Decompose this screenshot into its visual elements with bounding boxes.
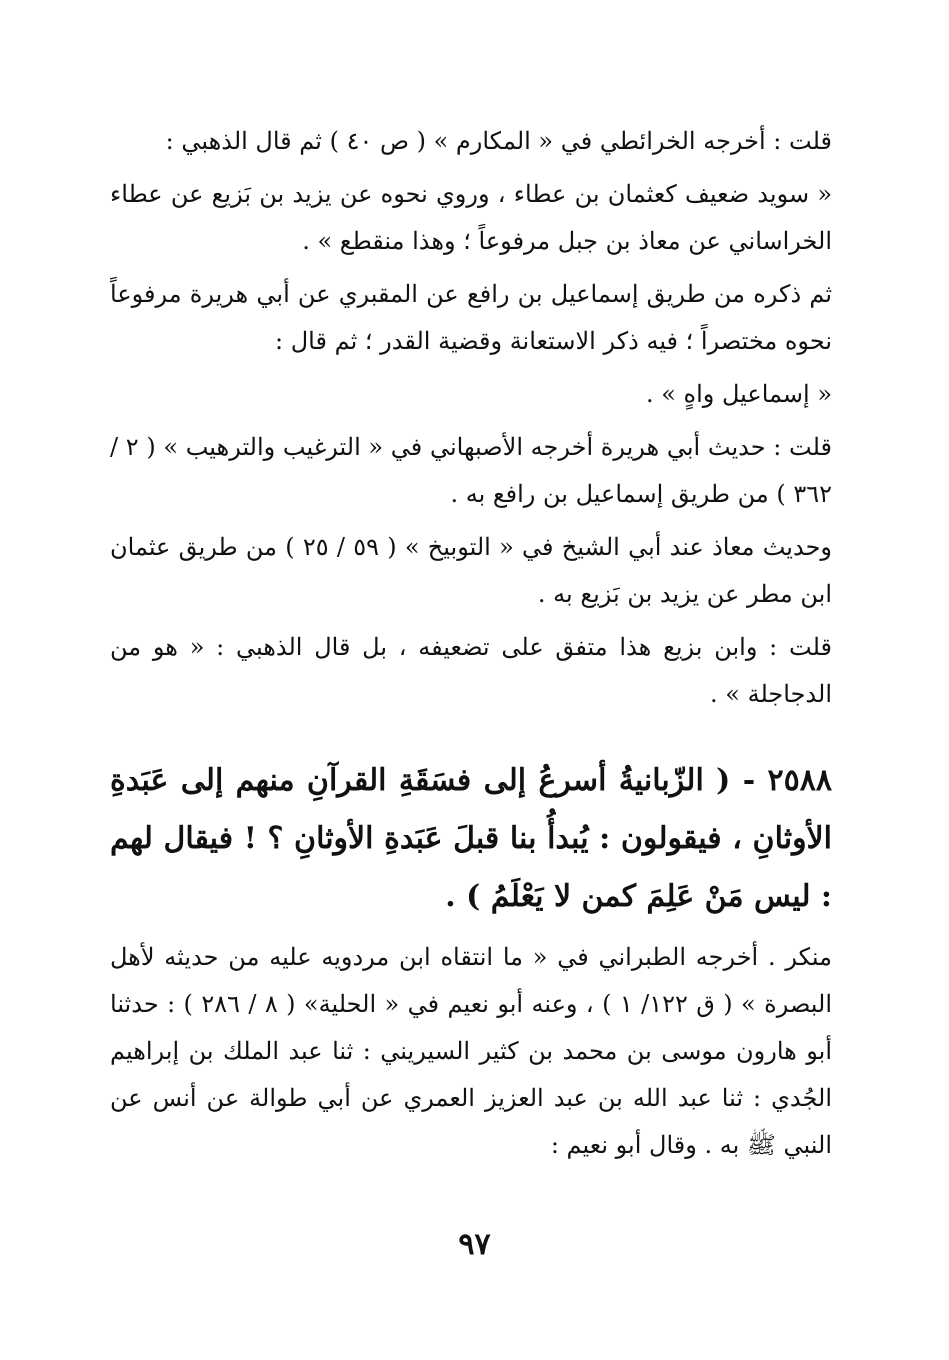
- paragraph-4: « إسماعيل واهٍ » .: [645, 380, 832, 408]
- page-body: [110, 118, 832, 1175]
- paragraph-1: قلت : أخرجه الخرائطي في « المكارم » ( ص ٤٠ ) ثم قال الذهبي :: [165, 127, 832, 155]
- paragraph-6: وحديث معاذ عند أبي الشيخ في « التوبيخ » ( ٥٩ / ٢٥ ) من طريق عثمان ابن مطر عن يزيد بن بَزيع به .: [110, 533, 833, 608]
- hadith-heading: ٢٥٨٨ - ( الزّبانيةُ أسرعُ إلى فسَقَةِ القرآنِ منهم إلى عَبَدةِ الأوثانِ ، فيقولون : يُبدأُ بنا قبلَ عَبَدةِ الأوثانِ ؟ ! فيقال لهم : ليس مَنْ عَلِمَ كمن لا يَعْلَمُ ) .: [110, 763, 832, 914]
- final-paragraph: منكر . أخرجه الطبراني في « ما انتقاه ابن مردويه عليه من حديثه لأهل البصرة » ( ق ١٢٢/ ١ ) ، وعنه أبو نعيم في « الحلية» ( ٨ / ٢٨٦ ) : حدثنا أبو هارون موسى بن محمد بن كثير السيريني : ثنا عبد الملك بن إبراهيم الجُدي : ثنا عبد الله بن عبد العزيز العمري عن أبي طوالة عن أنس عن النبي ﷺ به . وقال أبو نعيم :: [110, 943, 832, 1159]
- paragraph-5: قلت : حديث أبي هريرة أخرجه الأصبهاني في « الترغيب والترهيب » ( ٢ / ٣٦٢ ) من طريق إسماعيل بن رافع به .: [110, 433, 832, 508]
- page-number: ٩٧: [458, 1227, 491, 1262]
- paragraph-7: قلت : وابن بزيع هذا متفق على تضعيفه ، بل قال الذهبي : « هو من الدجاجلة » .: [110, 633, 832, 708]
- paragraph-3: ثم ذكره من طريق إسماعيل بن رافع عن المقبري عن أبي هريرة مرفوعاً نحوه مختصراً ؛ فيه ذكر الاستعانة وقضية القدر ؛ ثم قال :: [110, 280, 832, 355]
- paragraph-2: « سويد ضعيف كعثمان بن عطاء ، وروي نحوه عن يزيد بن بَزيع عن عطاء الخراساني عن معاذ بن جبل مرفوعاً ؛ وهذا منقطع » .: [110, 180, 832, 255]
